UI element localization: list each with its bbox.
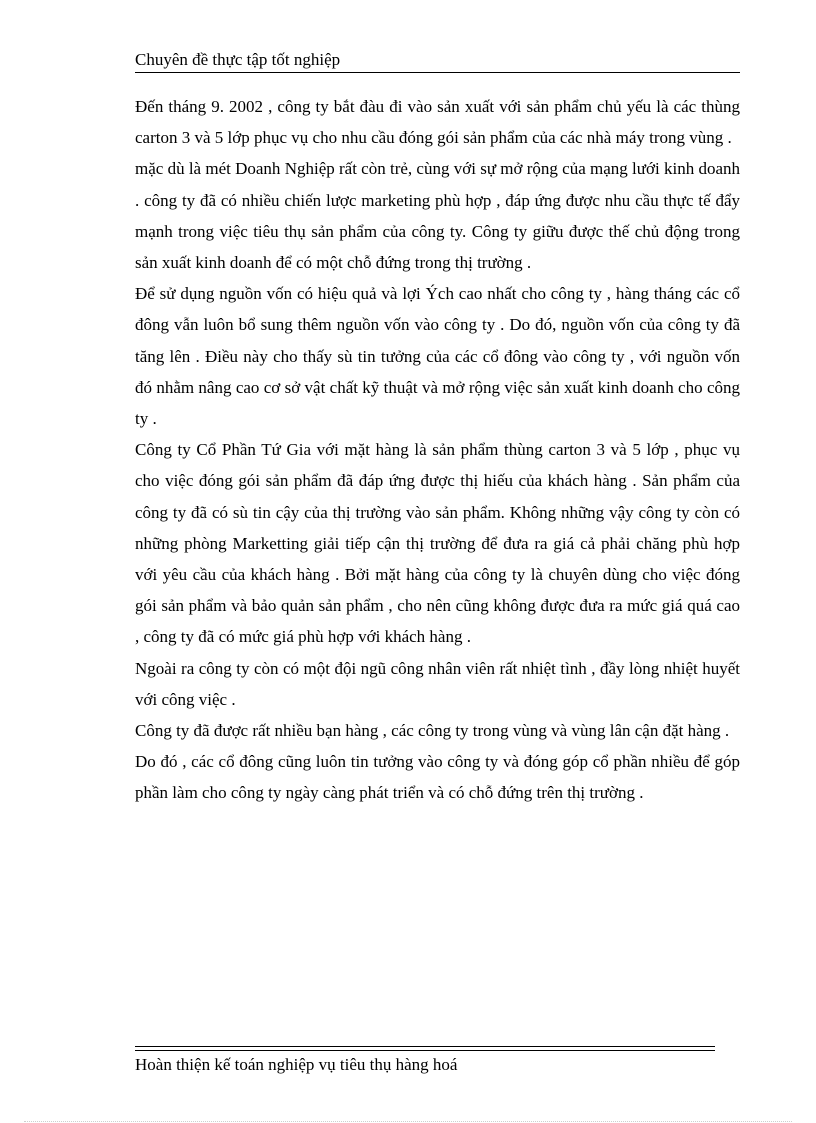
- paragraph-customers: Công ty đã được rất nhiều bạn hàng , các công ty trong vùng và vùng lân cận đặt hàng .: [135, 721, 730, 741]
- paragraph-staff: Ngoài ra công ty còn có một đội ngũ công nhân viên rất nhiệt tình , đầy lòng nhiệt huyết với công việc .: [135, 658, 740, 709]
- page-header: [135, 48, 740, 73]
- page-bottom-edge: [24, 1121, 792, 1122]
- paragraph-production-start: Đến tháng 9. 2002 , công ty bắt đàu đi vào sản xuất với sản phẩm chủ yếu là các thùng carton 3 và 5 lớp phục vụ cho nhu cầu đóng gói sản phẩm của các nhà máy trong vùng .: [135, 97, 740, 148]
- header-title: Chuyên đề thực tập tốt nghiệp: [135, 50, 341, 69]
- paragraph-marketing: mặc dù là mét Doanh Nghiệp rất còn trẻ, cùng với sự mở rộng của mạng lưới kinh doanh . công ty đã có nhiều chiến lược marketing phù hợp , đáp ứng được nhu cầu thực tế đẩy mạnh trong việc tiêu thụ sản phẩm của công ty. Công ty giữu được thế chủ động trong sản xuất kinh doanh để có một chỗ đứng trong thị trường .: [135, 159, 740, 273]
- footer-divider: [135, 1046, 715, 1051]
- footer-title: Hoàn thiện kế toán nghiệp vụ tiêu thụ hàng hoá: [135, 1055, 458, 1074]
- paragraph-shareholders: Do đó , các cổ đông cũng luôn tin tưởng vào công ty và đóng góp cổ phần nhiều để góp phần làm cho công ty ngày càng phát triển và có chỗ đứng trên thị trường .: [135, 752, 740, 803]
- paragraph-capital: Để sử dụng nguồn vốn có hiệu quả và lợi Ých cao nhất cho công ty , hàng tháng các cổ đông vẫn luôn bổ sung thêm nguồn vốn vào công ty . Do đó, nguồn vốn của công ty đã tăng lên . Điều này cho thấy sù tin tưởng của các cổ đông vào công ty , với nguồn vốn đó nhằm nâng cao cơ sở vật chất kỹ thuật và mở rộng việc sản xuất kinh doanh cho công ty .: [135, 284, 740, 429]
- document-body: [135, 91, 740, 809]
- paragraph-products: Công ty Cổ Phần Tứ Gia với mặt hàng là sản phẩm thùng carton 3 và 5 lớp , phục vụ cho việc đóng gói sản phẩm đã đáp ứng được thị hiếu của khách hàng . Sản phẩm của công ty đã có sù tin cậy của thị trường vào sản phẩm. Không những vậy công ty còn có những phòng Marketting giải tiếp cận thị trường để đưa ra giá cả phải chăng phù hợp với yêu cầu của khách hàng . Bởi mặt hàng của công ty là chuyên dùng cho việc đóng gói sản phẩm và bảo quản sản phẩm , cho nên cũng không được đưa ra mức giá quá cao , công ty đã có mức giá phù hợp với khách hàng .: [135, 440, 740, 647]
